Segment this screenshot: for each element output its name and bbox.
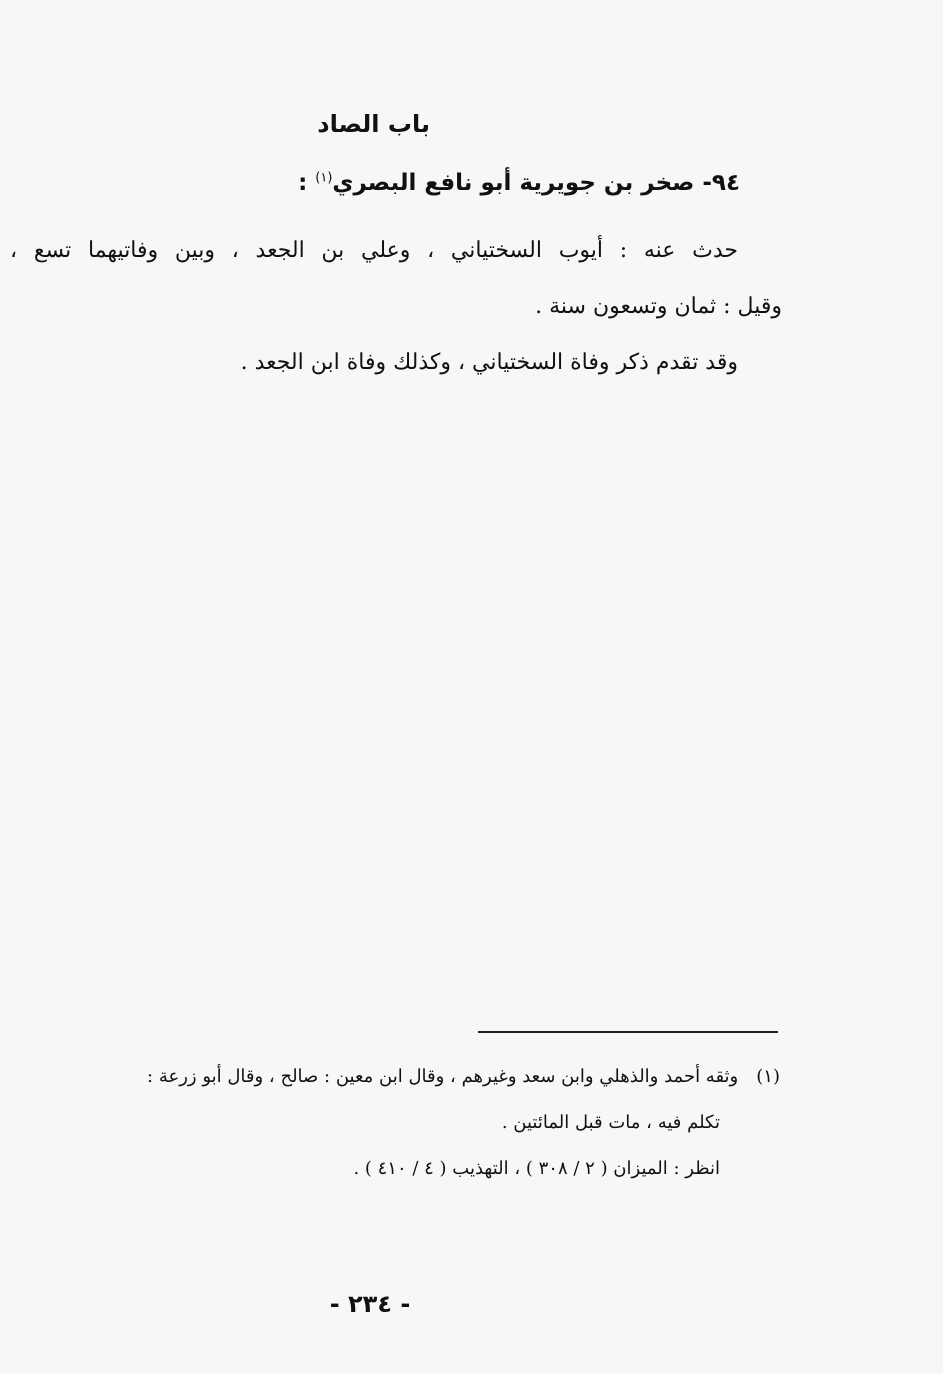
footnote-reference[interactable]: (١) bbox=[315, 170, 333, 186]
footnote-line-2: تكلم فيه ، مات قبل المائتين . bbox=[501, 1112, 720, 1133]
footnote-line-3: انظر : الميزان ( ٢ / ٣٠٨ ) ، التهذيب ( ٤ / ٤١٠ ) . bbox=[353, 1158, 720, 1179]
footnote-divider bbox=[478, 1031, 778, 1033]
entry-heading-text: ٩٤- صخر بن جويرية أبو نافع البصري bbox=[332, 170, 740, 196]
body-line-1: حدث عنه : أيوب السختياني ، وعلي بن الجعد ، وبين وفاتيهما تسع ، bbox=[10, 238, 738, 263]
page-number: - ٢٣٤ - bbox=[329, 1290, 411, 1318]
footnote-marker: (١) bbox=[756, 1066, 780, 1087]
chapter-title bbox=[300, 110, 430, 138]
footnote-line-1 bbox=[20, 1066, 780, 1087]
body-line-2: وقيل : ثمان وتسعون سنة . bbox=[535, 294, 782, 319]
body-line-3: وقد تقدم ذكر وفاة السختياني ، وكذلك وفاة ابن الجعد . bbox=[240, 350, 738, 375]
chapter-title-text: باب الصاد bbox=[317, 110, 430, 138]
entry-heading bbox=[298, 170, 740, 196]
entry-heading-colon: : bbox=[298, 170, 308, 196]
footnote-line-1-text: وثقه أحمد والذهلي وابن سعد وغيرهم ، وقال ابن معين : صالح ، وقال أبو زرعة : bbox=[147, 1066, 739, 1087]
